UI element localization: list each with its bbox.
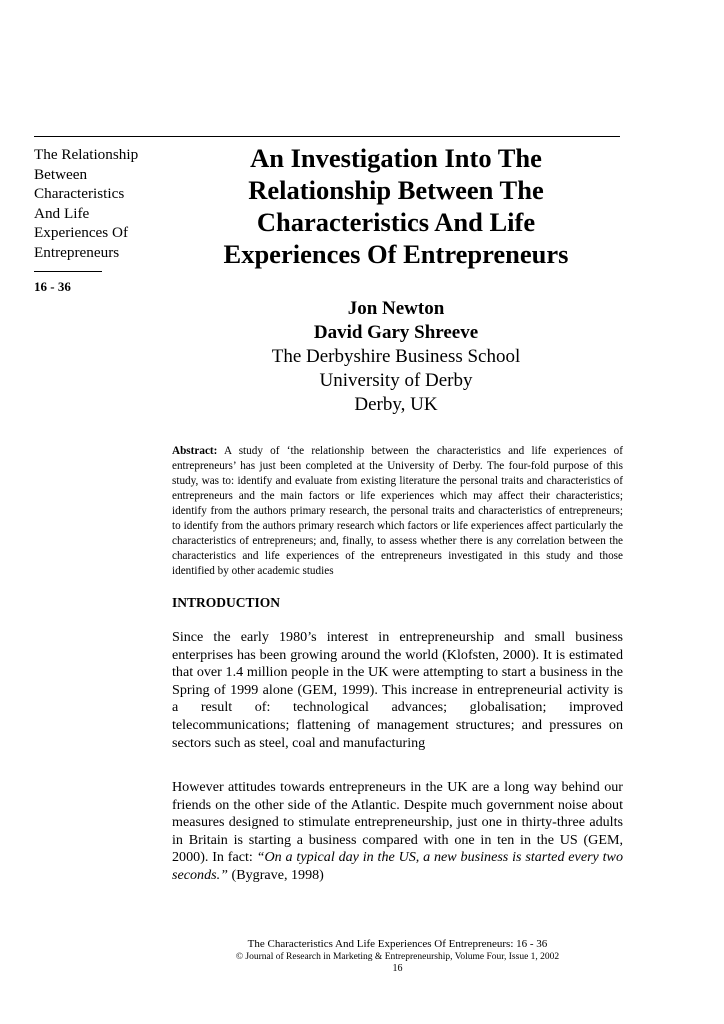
abstract-label: Abstract:: [172, 445, 218, 458]
sidebar-page-range: 16 - 36: [34, 279, 71, 294]
title-line: Relationship Between The: [248, 175, 544, 205]
affiliation-line: Derby, UK: [354, 394, 438, 415]
running-title-sidebar: [34, 145, 164, 263]
citation: (Bygrave, 1998): [227, 866, 324, 883]
body-paragraph: Since the early 1980’s interest in entrepreneurship and small business enterprises has been growing around the world (Klofsten, 2000). It is estimated that over 1.4 million people in the UK were attempting to start a business in the Spring of 1999 alone (GEM, 1999). This increase in entrepreneurial activity is a result of: technological advances; globalisation; improved telecommunications; flattening of management structures; and pressures on sectors such as steel, coal and manufacturing: [172, 629, 623, 751]
abstract-text: A study of ‘the relationship between the characteristics and life experiences of entrepreneurs’ has just been completed at the University of Derby. The four-fold purpose of this study, was to: identify and evaluate from existing literature the personal traits and characteristics of entrepreneurs and the main factors or life experiences which may affect their characteristics; identify from the authors primary research, the personal traits and characteristics of entrepreneurs; to identify from the authors primary research which factors or life experiences affect particularly the characteristics of entrepreneurs; and, finally, to assess whether there is any correlation between the characteristics and life experiences of the entrepreneurs investigated in this study and those identified by other academic studies: [172, 445, 623, 578]
sidebar-divider: [34, 271, 102, 272]
author-name: David Gary Shreeve: [313, 322, 479, 343]
sidebar-title-line: Entrepreneurs: [34, 243, 120, 261]
title-line: Experiences Of Entrepreneurs: [223, 239, 569, 269]
page-number: 16: [392, 963, 403, 974]
title-line: An Investigation Into The: [250, 143, 542, 173]
affiliation-line: University of Derby: [319, 370, 473, 391]
quotation: “On a typical day in the US, a new business is started every two seconds.”: [172, 849, 623, 883]
abstract: [172, 444, 623, 579]
sidebar-title-line: Between: [34, 165, 88, 183]
footer-copyright: © Journal of Research in Marketing & Entrepreneurship, Volume Four, Issue 1, 2002: [235, 952, 560, 962]
section-heading-introduction: INTRODUCTION: [172, 595, 281, 610]
footer-running-title: The Characteristics And Life Experiences Of Entrepreneurs: 16 - 36: [247, 938, 548, 950]
sidebar-title-line: And Life: [34, 204, 90, 222]
sidebar-title-line: The Relationship: [34, 146, 139, 163]
author-block: [172, 297, 620, 417]
title-line: Characteristics And Life: [256, 207, 536, 237]
page-footer: [172, 937, 623, 975]
sidebar-title-line: Experiences Of: [34, 224, 129, 242]
body-paragraph: [172, 779, 623, 885]
paper-title: [172, 142, 620, 270]
author-name: Jon Newton: [347, 298, 445, 319]
header-rule: [34, 136, 620, 137]
paragraph-text: However attitudes towards entrepreneurs in the UK are a long way behind our friends on the other side of the Atlantic. Despite much government noise about measures designed to stimulate entrepreneurship, just one in thirty-three adults in Britain is starting a business compared with one in ten in the US (GEM, 2000). In fact:: [172, 779, 623, 866]
sidebar-title-line: Characteristics: [34, 185, 125, 203]
affiliation-line: The Derbyshire Business School: [271, 346, 521, 367]
